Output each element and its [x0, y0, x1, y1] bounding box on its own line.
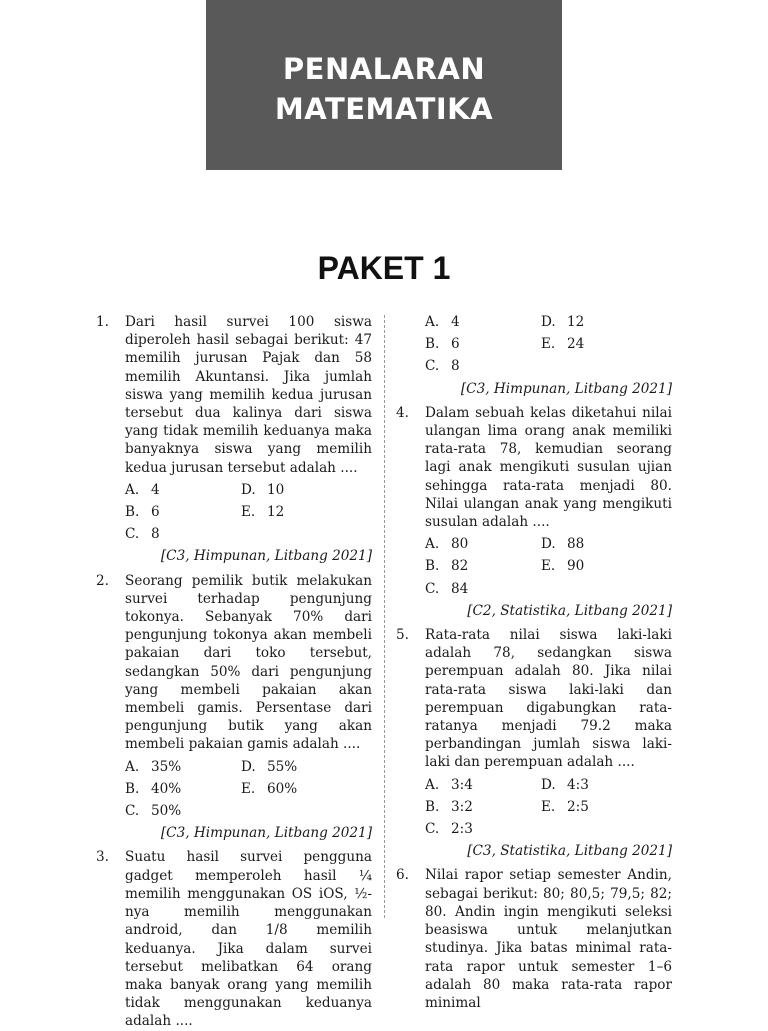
option-e: E. 24	[541, 336, 585, 353]
option-e: E. 90	[541, 558, 585, 575]
section-banner	[206, 0, 562, 170]
banner-title-line-1: PENALARAN	[282, 52, 486, 86]
question-number: 5.	[396, 627, 409, 644]
question-1	[96, 313, 372, 566]
option-a: A. 80	[425, 536, 469, 553]
option-d: D. 88	[541, 536, 585, 553]
question-source: [C3, Himpunan, Litbang 2021]	[160, 548, 372, 565]
question-stem: Rata-rata nilai siswa laki-laki adalah 78, sedangkan siswa perempuan adalah 80. Jika nilai rata-rata siswa laki-laki dan perempuan digabungkan rata-ratanya menjadi 79.2 maka perbandingan jumlah siswa laki-laki dan perempuan adalah ....	[425, 627, 672, 771]
question-3-continued	[396, 313, 672, 398]
question-source: [C3, Himpunan, Litbang 2021]	[460, 380, 672, 397]
question-number: 1.	[96, 314, 109, 330]
option-c: C. 8	[425, 358, 460, 375]
question-2	[96, 572, 372, 843]
question-source: [C2, Statistika, Litbang 2021]	[467, 602, 672, 619]
option-d: D. 55%	[241, 758, 298, 775]
answer-options	[125, 481, 372, 544]
right-column	[396, 313, 672, 1012]
question-3	[96, 848, 372, 1030]
question-stem: Dari hasil survei 100 siswa diperoleh hasil sebagai berikut: 47 memilih jurusan Pajak dan 58 memilih Akuntansi. Jika jumlah siswa yang memilih kedua jurusan tersebut dua kalinya dari siswa yang tidak memilih keduanya maka banyaknya siswa yang memilih kedua jurusan tersebut adalah ....	[125, 314, 372, 476]
option-c: C. 2:3	[425, 821, 473, 838]
answer-options	[425, 776, 672, 839]
question-stem: Nilai rapor setiap semester Andin, sebagai berikut: 80; 80,5; 79,5; 82; 80. Andin ingin mengikuti seleksi beasiswa untuk melanjutkan studinya. Jika batas minimal rata-rata rapor untuk semester 1–6 adalah 80 maka rata-rata rapor minimal	[425, 867, 672, 1011]
left-column	[96, 313, 372, 1031]
option-b: B. 82	[425, 558, 469, 575]
question-stem: Seorang pemilik butik melakukan survei terhadap pengunjung tokonya. Sebanyak 70% dari pengunjung tokonya akan membeli pakaian dari toko tersebut, sedangkan 50% dari pengunjung yang membeli pakaian akan membeli gamis. Persentase dari pengunjung butik yang akan membeli pakaian gamis adalah ....	[125, 572, 372, 753]
answer-options	[425, 313, 672, 376]
question-5	[396, 626, 672, 860]
question-number: 4.	[396, 404, 409, 421]
question-stem: Suatu hasil survei pengguna gadget memperoleh hasil ¼ memilih menggunakan OS iOS, ½-nya memilih menggunakan android, dan 1/8 memilih keduanya. Jika dalam survei tersebut melibatkan 64 orang maka banyak orang yang memilih tidak menggunakan keduanya adalah ....	[125, 849, 372, 1030]
question-6	[396, 866, 672, 1012]
option-d: D. 10	[241, 481, 285, 498]
option-c: C. 8	[125, 526, 160, 543]
question-number: 2.	[96, 572, 109, 589]
package-title: PAKET 1	[317, 250, 451, 286]
question-source: [C3, Himpunan, Litbang 2021]	[160, 825, 372, 842]
column-divider	[384, 315, 385, 918]
option-a: A. 35%	[125, 758, 182, 775]
question-4	[396, 404, 672, 620]
question-source: [C3, Statistika, Litbang 2021]	[467, 843, 672, 860]
question-number: 3.	[96, 849, 109, 866]
answer-options	[425, 535, 672, 598]
option-b: B. 3:2	[425, 798, 473, 815]
option-c: C. 84	[425, 580, 469, 597]
option-e: E. 2:5	[541, 798, 589, 815]
option-e: E. 12	[241, 504, 285, 521]
question-number: 6.	[396, 867, 409, 884]
option-b: B. 40%	[125, 780, 182, 797]
question-stem: Dalam sebuah kelas diketahui nilai ulangan lima orang anak memiliki rata-rata 78, kemudian seorang lagi anak mengikuti susulan ujian sehingga rata-rata menjadi 80. Nilai ulangan anak yang mengikuti susulan adalah ....	[425, 404, 672, 531]
option-d: D. 4:3	[541, 776, 589, 793]
option-a: A. 4	[425, 314, 460, 330]
option-b: B. 6	[125, 504, 160, 521]
option-b: B. 6	[425, 336, 460, 353]
option-d: D. 12	[541, 314, 585, 330]
option-e: E. 60%	[241, 780, 298, 797]
banner-title-line-2: MATEMATIKA	[274, 92, 494, 126]
option-a: A. 3:4	[425, 776, 473, 793]
option-c: C. 50%	[125, 803, 182, 820]
answer-options	[125, 758, 372, 821]
option-a: A. 4	[125, 481, 160, 498]
